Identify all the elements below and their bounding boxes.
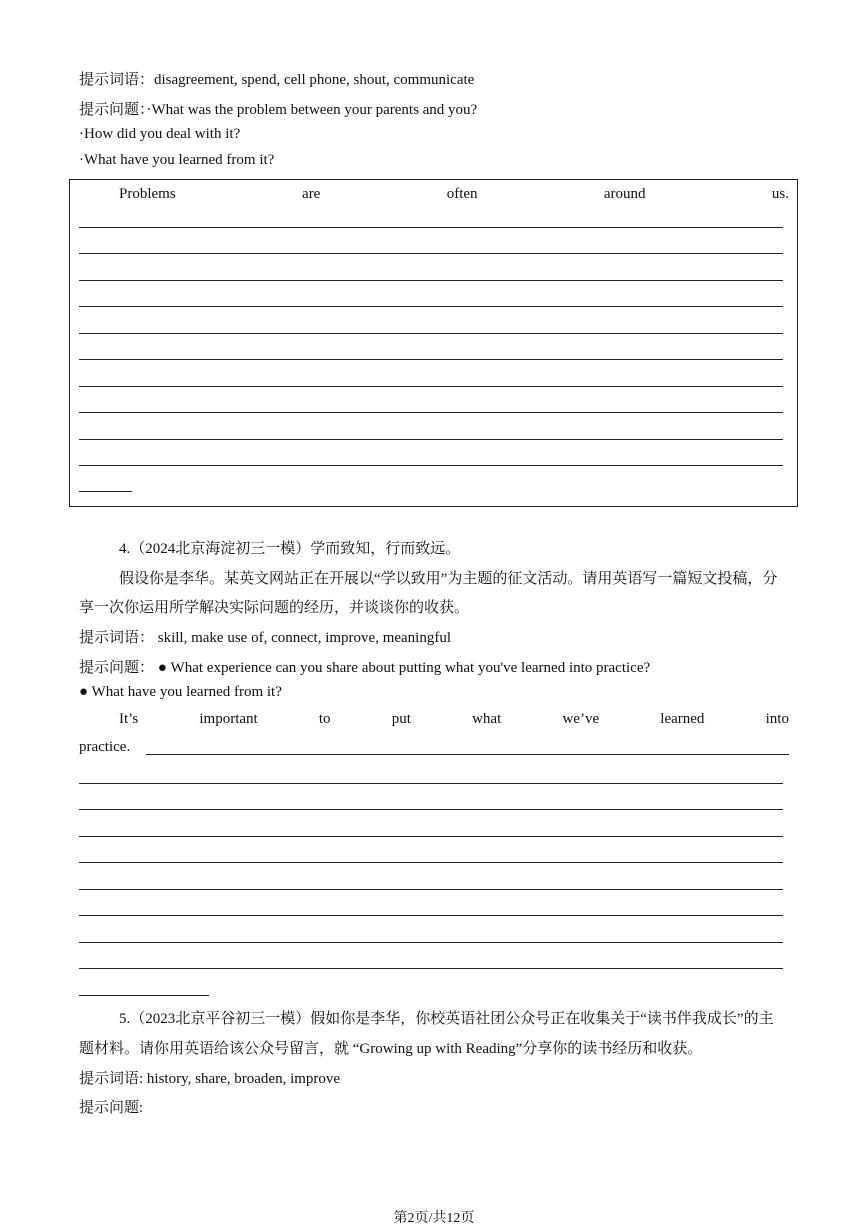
q4-start-word: what [472,711,502,727]
answer-line[interactable] [146,754,789,755]
answer-line[interactable] [79,333,783,334]
answer-line[interactable] [79,253,783,254]
answer-line[interactable] [79,809,783,810]
answer-line[interactable] [79,227,783,228]
q4-start-end: practice. [79,739,131,755]
answer-line[interactable] [79,915,783,916]
q4-hint-question-2: ● What have you learned from it? [79,684,282,700]
q3-start-sentence [119,186,789,203]
q3-hint-question-1: 提示问题：·What was the problem between your parents and you? [79,102,478,118]
q4-start-word: important [199,711,258,727]
q4-start-sentence [119,711,789,728]
q4-title: 4.（2024北京海淀初三一模）学而致知，行而致远。 [119,541,461,557]
q3-start-word: are [302,186,321,202]
q3-start-word: Problems [119,186,176,202]
answer-line[interactable] [79,783,783,784]
q3-start-word: often [446,186,478,202]
answer-line[interactable] [79,439,783,440]
q5-title-line-1: 5.（2023北京平谷初三一模）假如你是李华，你校英语社团公众号正在收集关于“读书伴我成长”的主 [119,1011,774,1027]
answer-line[interactable] [79,359,783,360]
answer-line[interactable] [79,386,783,387]
q3-hint-words: 提示词语：disagreement, spend, cell phone, shout, communicate [79,72,475,88]
q3-hint-question-3: ·What have you learned from it? [79,152,275,168]
answer-line[interactable] [79,942,783,943]
q3-hint-question-2: ·How did you deal with it? [79,126,241,142]
answer-line[interactable] [79,412,783,413]
q4-prompt-line-1: 假设你是李华。某英文网站正在开展以“学以致用”为主题的征文活动。请用英语写一篇短文投稿，分 [119,571,778,587]
q3-start-word: around [603,186,646,202]
answer-line[interactable] [79,889,783,890]
q5-hint-words: 提示词语: history, share, broaden, improve [79,1071,341,1087]
answer-line[interactable] [79,836,783,837]
q4-hint-words: 提示词语： skill, make use of, connect, improve, meaningful [79,630,452,646]
q4-start-word: learned [660,711,705,727]
answer-line[interactable] [79,465,783,466]
page-number: 第2页/共12页 [393,1211,475,1226]
q4-start-word: It’s [119,711,139,727]
q3-start-word: us. [771,186,789,202]
answer-line[interactable] [79,280,783,281]
q4-start-word: to [318,711,331,727]
q4-start-word: into [765,711,789,727]
q4-prompt-line-2: 享一次你运用所学解决实际问题的经历，并谈谈你的收获。 [79,600,470,616]
answer-line[interactable] [79,968,783,969]
answer-line-short[interactable] [79,995,209,996]
q5-hint-questions: 提示问题: [79,1100,144,1116]
q3-answer-box[interactable] [69,179,798,507]
q5-title-line-2: 题材料。请你用英语给该公众号留言，就 “Growing up with Reading”分享你的读书经历和收获。 [79,1041,703,1057]
answer-line-short[interactable] [79,491,132,492]
q4-hint-question-1: 提示问题： ● What experience can you share about putting what you've learned into practice? [79,660,651,676]
answer-line[interactable] [79,306,783,307]
q4-start-word: put [391,711,411,727]
answer-line[interactable] [79,862,783,863]
q4-start-word: we’ve [562,711,600,727]
